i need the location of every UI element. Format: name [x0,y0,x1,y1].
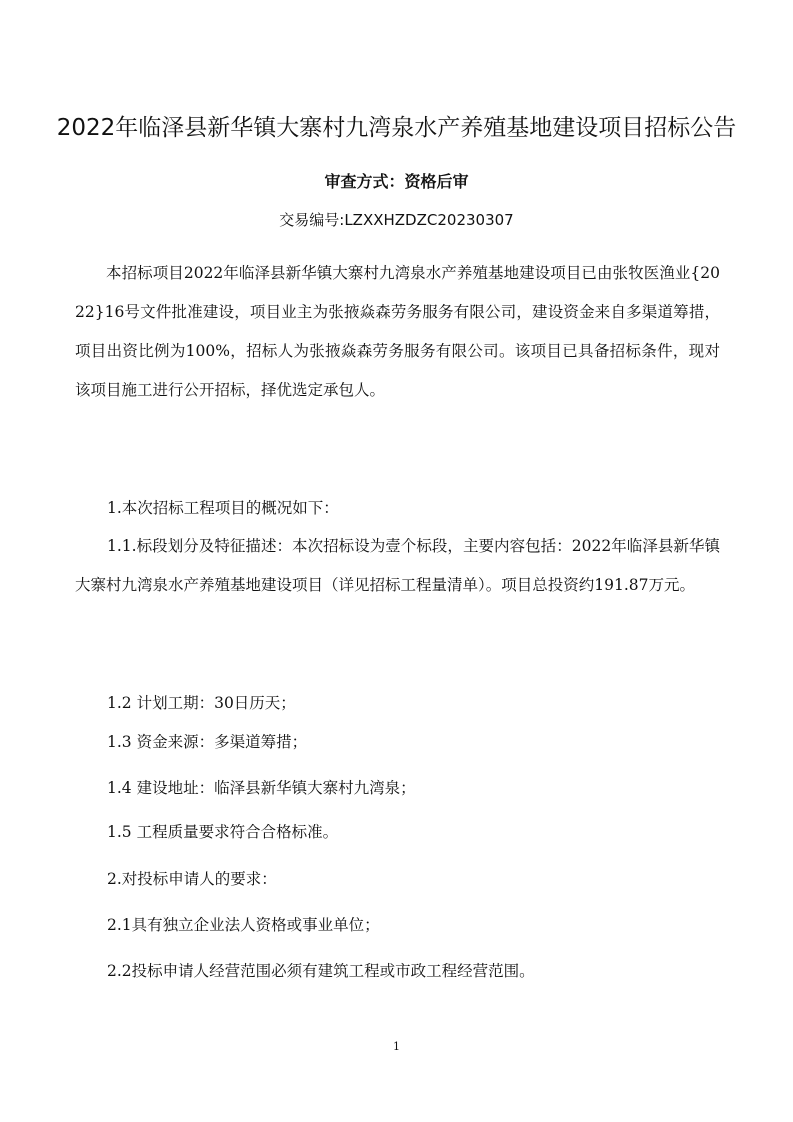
item-1-5: 1.5 工程质量要求符合合格标准。 [107,823,339,841]
section-2-heading: 2.对投标申请人的要求： [107,870,277,888]
document-title: 2022年临泽县新华镇大寨村九湾泉水产养殖基地建设项目招标公告 [56,115,737,141]
review-method: 审查方式：资格后审 [324,172,469,191]
page-number: 1 [393,1040,400,1053]
item-2-2: 2.2投标申请人经营范围必须有建筑工程或市政工程经营范围。 [107,962,535,980]
item-1-2: 1.2 计划工期：30日历天； [107,694,296,712]
item-1-3: 1.3 资金来源：多渠道筹措； [107,733,308,751]
item-1-4: 1.4 建设地址：临泽县新华镇大寨村九湾泉； [107,779,416,797]
section-1-heading: 1.本次招标工程项目的概况如下： [107,499,339,517]
item-1-1: 1.1.标段划分及特征描述：本次招标设为壹个标段，主要内容包括：2022年临泽县新华镇大寨村九湾泉水产养殖基地建设项目（详见招标工程量清单）。项目总投资约191.87万元。 [75,537,720,594]
intro-paragraph: 本招标项目2022年临泽县新华镇大寨村九湾泉水产养殖基地建设项目已由张牧医渔业{2022}16号文件批准建设，项目业主为张掖焱森劳务服务有限公司，建设资金来自多渠道筹措，项目出资比例为100%，招标人为张掖焱森劳务服务有限公司。该项目已具备招标条件，现对该项目施工进行公开招标，择优选定承包人。 [75,264,720,399]
item-2-1: 2.1具有独立企业法人资格或事业单位； [107,916,380,934]
trade-code: 交易编号:LZXXHZDZC20230307 [279,211,514,229]
